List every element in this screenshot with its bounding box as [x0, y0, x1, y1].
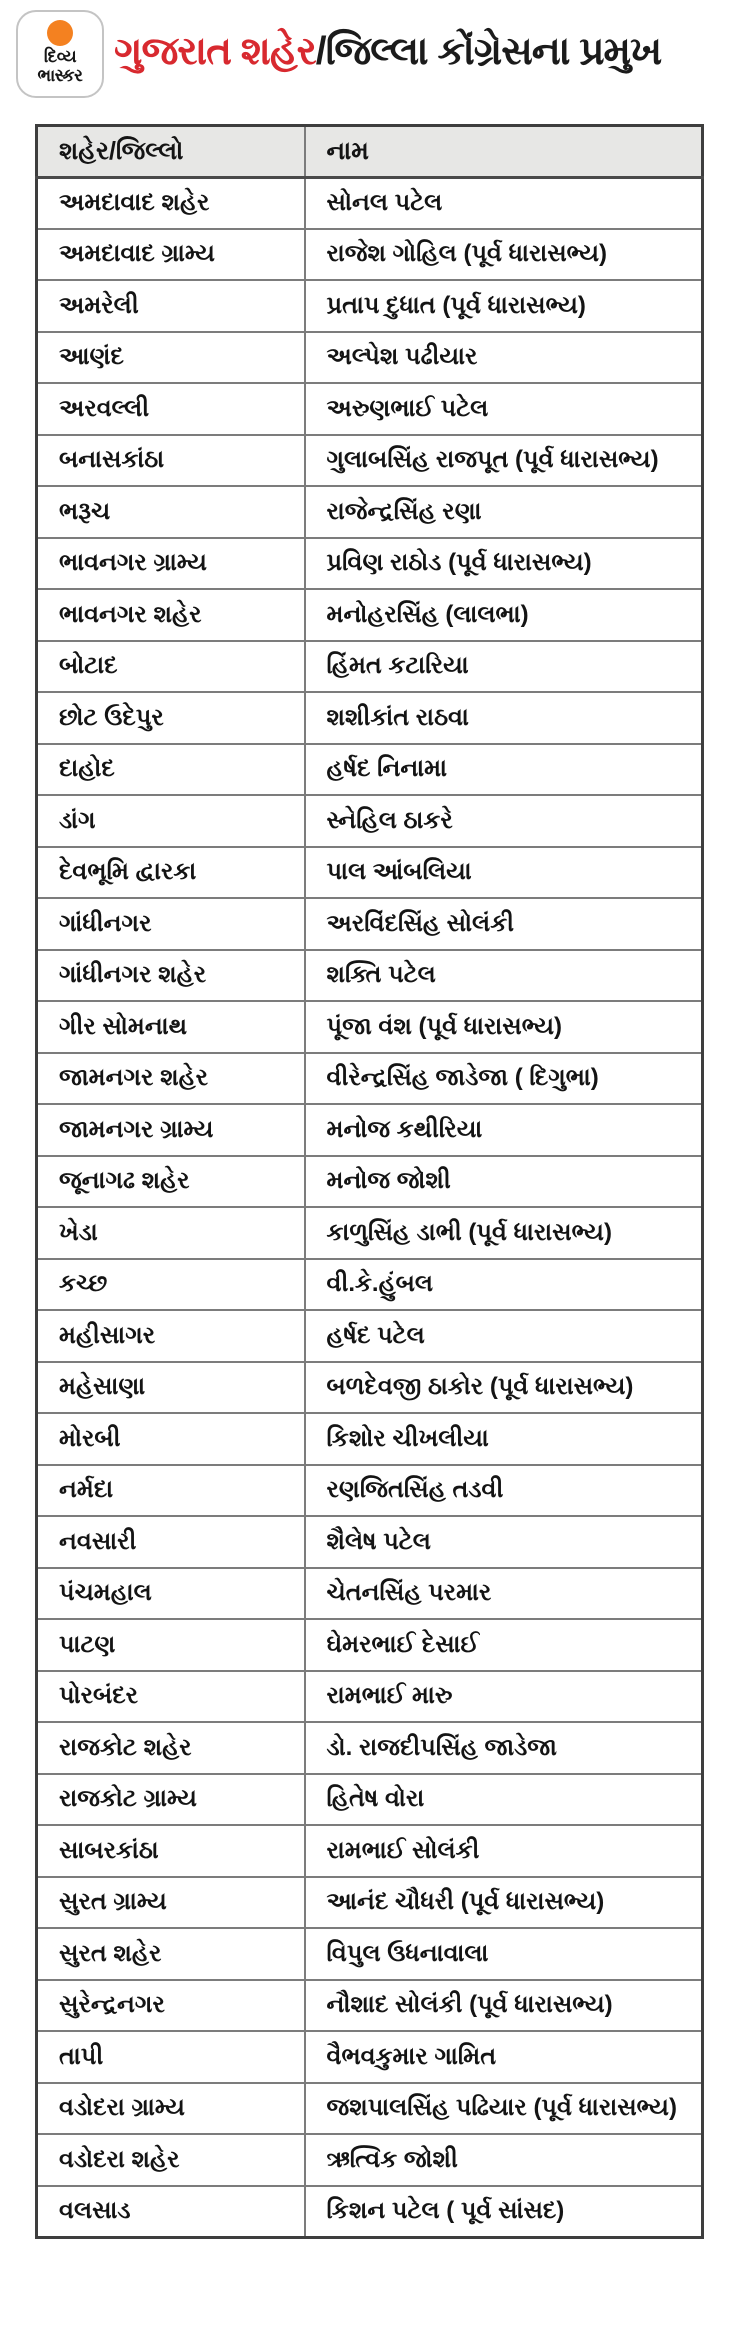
name-cell: પાલ આંબલિયા: [305, 847, 703, 899]
name-cell: હિંમત કટારિયા: [305, 641, 703, 693]
district-cell: ખેડા: [37, 1207, 305, 1259]
table-row: [37, 2186, 703, 2238]
name-cell: મનોજ કથીરિયા: [305, 1104, 703, 1156]
name-cell: હિતેષ વોરા: [305, 1774, 703, 1826]
header-row: [37, 126, 703, 178]
district-cell: નવસારી: [37, 1516, 305, 1568]
district-cell: જામનગર શહેર: [37, 1053, 305, 1105]
table-row: [37, 1104, 703, 1156]
table-row: [37, 383, 703, 435]
table-row: [37, 1722, 703, 1774]
table-row: [37, 2031, 703, 2083]
district-cell: સાબરકાંઠા: [37, 1825, 305, 1877]
name-cell: શૈલેષ પટેલ: [305, 1516, 703, 1568]
district-cell: નર્મદા: [37, 1465, 305, 1517]
district-cell: ડાંગ: [37, 795, 305, 847]
district-cell: અમદાવાદ ગ્રામ્ય: [37, 229, 305, 281]
name-cell: નૌશાદ સોલંકી (પૂર્વ ધારાસભ્ય): [305, 1980, 703, 2032]
table-row: [37, 1259, 703, 1311]
district-cell: સુરત ગ્રામ્ય: [37, 1877, 305, 1929]
name-cell: કિશોર ચીખલીયા: [305, 1413, 703, 1465]
table-row: [37, 280, 703, 332]
district-cell: જૂનાગઢ શહેર: [37, 1156, 305, 1208]
name-cell: કાળુસિંહ ડાભી (પૂર્વ ધારાસભ્ય): [305, 1207, 703, 1259]
table-row: [37, 1362, 703, 1414]
name-cell: રામભાઈ મારુ: [305, 1671, 703, 1723]
district-cell: અરવલ્લી: [37, 383, 305, 435]
district-cell: વડોદરા શહેર: [37, 2134, 305, 2186]
presidents-table-wrap: [35, 124, 701, 2239]
name-cell: અરુણભાઈ પટેલ: [305, 383, 703, 435]
table-row: [37, 744, 703, 796]
district-cell: સુરેન્દ્રનગર: [37, 1980, 305, 2032]
name-cell: શક્તિ પટેલ: [305, 950, 703, 1002]
logo-line-2: ભાસ્કર: [37, 66, 83, 85]
district-cell: અમદાવાદ શહેર: [37, 177, 305, 229]
name-cell: વી.કે.હુંબલ: [305, 1259, 703, 1311]
table-row: [37, 1928, 703, 1980]
name-cell: વીરેન્દ્રસિંહ જાડેજા ( દિગુભા): [305, 1053, 703, 1105]
name-cell: આનંદ ચૌધરી (પૂર્વ ધારાસભ્ય): [305, 1877, 703, 1929]
district-cell: ભરૂચ: [37, 486, 305, 538]
name-cell: ડો. રાજદીપસિંહ જાડેજા: [305, 1722, 703, 1774]
district-cell: બોટાદ: [37, 641, 305, 693]
name-cell: મનોહરસિંહ (લાલભા): [305, 589, 703, 641]
table-row: [37, 1516, 703, 1568]
table-row: [37, 1465, 703, 1517]
name-cell: રણજિતસિંહ તડવી: [305, 1465, 703, 1517]
district-cell: તાપી: [37, 2031, 305, 2083]
table-row: [37, 1671, 703, 1723]
district-cell: ગાંધીનગર: [37, 898, 305, 950]
district-cell: ગાંધીનગર શહેર: [37, 950, 305, 1002]
name-cell: વૈભવકુમાર ગામિત: [305, 2031, 703, 2083]
name-cell: સોનલ પટેલ: [305, 177, 703, 229]
table-row: [37, 1619, 703, 1671]
district-cell: પોરબંદર: [37, 1671, 305, 1723]
name-cell: કિશન પટેલ ( પૂર્વ સાંસદ): [305, 2186, 703, 2238]
table-row: [37, 692, 703, 744]
district-cell: રાજકોટ શહેર: [37, 1722, 305, 1774]
column-header-district: શહેર/જિલ્લો: [37, 126, 305, 178]
page-title: [114, 0, 724, 104]
district-cell: છોટ ઉદેપુર: [37, 692, 305, 744]
table-row: [37, 1156, 703, 1208]
district-cell: દેવભૂમિ દ્વારકા: [37, 847, 305, 899]
table-row: [37, 847, 703, 899]
district-cell: બનાસકાંઠા: [37, 435, 305, 487]
table-row: [37, 589, 703, 641]
name-cell: ઋત્વિક જોશી: [305, 2134, 703, 2186]
name-cell: ચેતનસિંહ પરમાર: [305, 1568, 703, 1620]
name-cell: અલ્પેશ પઢીયાર: [305, 332, 703, 384]
table-row: [37, 898, 703, 950]
district-cell: મોરબી: [37, 1413, 305, 1465]
name-cell: રામભાઈ સોલંકી: [305, 1825, 703, 1877]
name-cell: ઘેમરભાઈ દેસાઈ: [305, 1619, 703, 1671]
district-cell: મહીસાગર: [37, 1310, 305, 1362]
table-row: [37, 332, 703, 384]
district-cell: વડોદરા ગ્રામ્ય: [37, 2083, 305, 2135]
table-row: [37, 2083, 703, 2135]
table-row: [37, 2134, 703, 2186]
table-row: [37, 486, 703, 538]
name-cell: વિપુલ ઉધનાવાલા: [305, 1928, 703, 1980]
district-cell: રાજકોટ ગ્રામ્ય: [37, 1774, 305, 1826]
table-row: [37, 795, 703, 847]
name-cell: પ્રવિણ રાઠોડ (પૂર્વ ધારાસભ્ય): [305, 538, 703, 590]
table-row: [37, 1825, 703, 1877]
table-row: [37, 1774, 703, 1826]
table-row: [37, 177, 703, 229]
district-cell: કચ્છ: [37, 1259, 305, 1311]
table-row: [37, 641, 703, 693]
name-cell: રાજેશ ગોહિલ (પૂર્વ ધારાસભ્ય): [305, 229, 703, 281]
page-title-black: /જિલ્લા કોંગ્રેસના પ્રમુખ: [315, 30, 662, 73]
name-cell: જશપાલસિંહ પઢિયાર (પૂર્વ ધારાસભ્ય): [305, 2083, 703, 2135]
district-cell: વલસાડ: [37, 2186, 305, 2238]
name-cell: હર્ષદ પટેલ: [305, 1310, 703, 1362]
logo-line-1: દિવ્ય: [43, 47, 77, 66]
table-row: [37, 1980, 703, 2032]
district-cell: ભાવનગર શહેર: [37, 589, 305, 641]
table-row: [37, 950, 703, 1002]
sun-icon: [47, 20, 73, 46]
name-cell: અરવિંદસિંહ સોલંકી: [305, 898, 703, 950]
table-head: [37, 126, 703, 178]
divya-bhaskar-logo: [16, 10, 104, 98]
district-cell: ભાવનગર ગ્રામ્ય: [37, 538, 305, 590]
presidents-table: [35, 124, 704, 2239]
table-row: [37, 1001, 703, 1053]
district-cell: જામનગર ગ્રામ્ય: [37, 1104, 305, 1156]
name-cell: પૂંજા વંશ (પૂર્વ ધારાસભ્ય): [305, 1001, 703, 1053]
name-cell: રાજેન્દ્રસિંહ રણા: [305, 486, 703, 538]
district-cell: મહેસાણા: [37, 1362, 305, 1414]
table-row: [37, 229, 703, 281]
table-row: [37, 1413, 703, 1465]
logo-text: [38, 47, 83, 85]
name-cell: મનોજ જોશી: [305, 1156, 703, 1208]
name-cell: શશીકાંત રાઠવા: [305, 692, 703, 744]
page-title-red: ગુજરાત શહેર: [114, 30, 316, 73]
table-row: [37, 1568, 703, 1620]
name-cell: ગુલાબસિંહ રાજપૂત (પૂર્વ ધારાસભ્ય): [305, 435, 703, 487]
table-row: [37, 1310, 703, 1362]
table-row: [37, 435, 703, 487]
table-row: [37, 538, 703, 590]
district-cell: પાટણ: [37, 1619, 305, 1671]
column-header-name: નામ: [305, 126, 703, 178]
district-cell: અમરેલી: [37, 280, 305, 332]
table-row: [37, 1207, 703, 1259]
masthead: [0, 0, 730, 124]
name-cell: સ્નેહિલ ઠાકરે: [305, 795, 703, 847]
name-cell: બળદેવજી ઠાકોર (પૂર્વ ધારાસભ્ય): [305, 1362, 703, 1414]
district-cell: આણંદ: [37, 332, 305, 384]
district-cell: દાહોદ: [37, 744, 305, 796]
name-cell: પ્રતાપ દુધાત (પૂર્વ ધારાસભ્ય): [305, 280, 703, 332]
table-body: [37, 177, 703, 2237]
district-cell: સુરત શહેર: [37, 1928, 305, 1980]
table-row: [37, 1877, 703, 1929]
district-cell: પંચમહાલ: [37, 1568, 305, 1620]
table-row: [37, 1053, 703, 1105]
district-cell: ગીર સોમનાથ: [37, 1001, 305, 1053]
name-cell: હર્ષદ નિનામા: [305, 744, 703, 796]
